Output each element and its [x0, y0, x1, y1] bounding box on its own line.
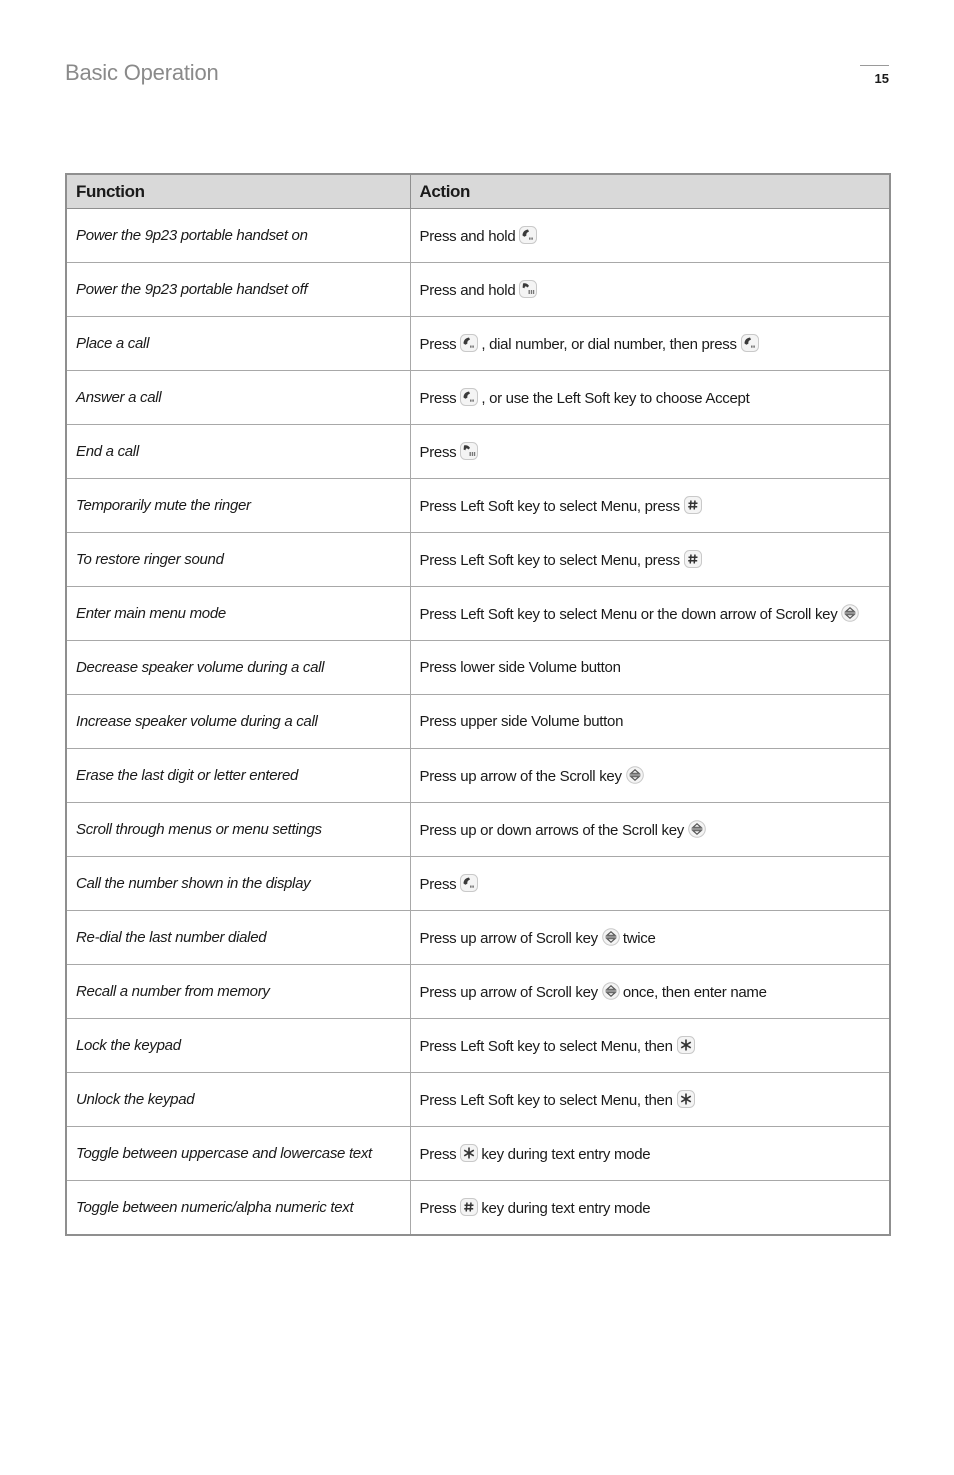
call-key-icon [519, 226, 537, 244]
action-text: key during text entry mode [481, 1145, 651, 1163]
table-row [66, 1073, 890, 1127]
function-cell: Recall a number from memory [66, 965, 410, 1019]
table-row [66, 1019, 890, 1073]
page-number: 15 [874, 71, 889, 86]
action-cell [410, 965, 890, 1019]
action-cell [410, 263, 890, 317]
function-cell: Re-dial the last number dialed [66, 911, 410, 965]
function-cell: Erase the last digit or letter entered [66, 749, 410, 803]
page-number-rule [860, 65, 889, 66]
action-text: Press Left Soft key to select Menu, press [419, 497, 680, 515]
action-cell [410, 317, 890, 371]
function-cell: Lock the keypad [66, 1019, 410, 1073]
action-cell [410, 371, 890, 425]
action-cell [410, 479, 890, 533]
call-key-icon [460, 874, 478, 892]
table-row [66, 1127, 890, 1181]
action-cell [410, 749, 890, 803]
action-text: key during text entry mode [481, 1199, 651, 1217]
action-text: Press Left Soft key to select Menu, then [419, 1091, 673, 1109]
action-text: Press Left Soft key to select Menu, press [419, 551, 680, 569]
call-key-icon [741, 334, 759, 352]
hash-key-icon [460, 1198, 478, 1216]
column-header-action: Action [410, 174, 890, 209]
action-text: Press [419, 1199, 457, 1217]
action-cell [410, 857, 890, 911]
action-cell [410, 1181, 890, 1236]
scroll-key-icon [602, 928, 620, 946]
table-row [66, 479, 890, 533]
table-row [66, 209, 890, 263]
function-cell: Temporarily mute the ringer [66, 479, 410, 533]
scroll-key-icon [841, 604, 859, 622]
action-cell [410, 425, 890, 479]
table-row [66, 371, 890, 425]
function-cell: Answer a call [66, 371, 410, 425]
action-text: Press and hold [419, 227, 516, 245]
action-text: Press [419, 1145, 457, 1163]
function-cell: Toggle between numeric/alpha numeric text [66, 1181, 410, 1236]
table-row [66, 533, 890, 587]
action-text: twice [622, 929, 656, 947]
table-row [66, 641, 890, 695]
action-cell [410, 1019, 890, 1073]
action-cell [410, 695, 890, 749]
table-row [66, 695, 890, 749]
table-row [66, 1181, 890, 1236]
table-row [66, 317, 890, 371]
action-text: Press upper side Volume button [419, 712, 624, 730]
table-row [66, 263, 890, 317]
hash-key-icon [684, 550, 702, 568]
table-row [66, 911, 890, 965]
hash-key-icon [684, 496, 702, 514]
action-cell [410, 209, 890, 263]
table-row [66, 857, 890, 911]
function-cell: Place a call [66, 317, 410, 371]
action-text: Press up or down arrows of the Scroll key [419, 821, 684, 839]
action-text: Press up arrow of the Scroll key [419, 767, 622, 785]
scroll-key-icon [626, 766, 644, 784]
star-key-icon [677, 1090, 695, 1108]
star-key-icon [460, 1144, 478, 1162]
function-action-table [65, 173, 891, 1236]
action-cell [410, 1127, 890, 1181]
action-text: Press [419, 389, 457, 407]
section-title: Basic Operation [65, 60, 219, 85]
function-cell: Call the number shown in the display [66, 857, 410, 911]
function-cell: End a call [66, 425, 410, 479]
call-key-icon [460, 334, 478, 352]
action-text: Press [419, 875, 457, 893]
action-text: Press up arrow of Scroll key [419, 929, 598, 947]
action-cell [410, 587, 890, 641]
column-header-function: Function [66, 174, 410, 209]
action-text: , or use the Left Soft key to choose Accept [481, 389, 750, 407]
action-text: Press lower side Volume button [419, 658, 621, 676]
function-cell: Power the 9p23 portable handset off [66, 263, 410, 317]
scroll-key-icon [688, 820, 706, 838]
action-text: Press [419, 335, 457, 353]
action-cell [410, 1073, 890, 1127]
action-text: Press Left Soft key to select Menu or the down arrow of Scroll key [419, 605, 838, 623]
action-cell [410, 803, 890, 857]
action-text: , dial number, or dial number, then press [481, 335, 737, 353]
scroll-key-icon [602, 982, 620, 1000]
action-text: Press [419, 443, 457, 461]
table-row [66, 803, 890, 857]
end-key-icon [519, 280, 537, 298]
table-row [66, 749, 890, 803]
function-cell: Enter main menu mode [66, 587, 410, 641]
table-body [66, 209, 890, 1236]
function-cell: Increase speaker volume during a call [66, 695, 410, 749]
function-cell: Decrease speaker volume during a call [66, 641, 410, 695]
table-row [66, 425, 890, 479]
function-cell: Toggle between uppercase and lowercase text [66, 1127, 410, 1181]
action-cell [410, 911, 890, 965]
call-key-icon [460, 388, 478, 406]
function-cell: Scroll through menus or menu settings [66, 803, 410, 857]
action-cell [410, 533, 890, 587]
action-text: Press up arrow of Scroll key [419, 983, 598, 1001]
table-header-row [66, 174, 890, 209]
star-key-icon [677, 1036, 695, 1054]
table-row [66, 587, 890, 641]
function-cell: Unlock the keypad [66, 1073, 410, 1127]
action-text: Press Left Soft key to select Menu, then [419, 1037, 673, 1055]
function-cell: Power the 9p23 portable handset on [66, 209, 410, 263]
table-row [66, 965, 890, 1019]
action-text: once, then enter name [622, 983, 767, 1001]
end-key-icon [460, 442, 478, 460]
action-cell [410, 641, 890, 695]
action-text: Press and hold [419, 281, 516, 299]
function-cell: To restore ringer sound [66, 533, 410, 587]
